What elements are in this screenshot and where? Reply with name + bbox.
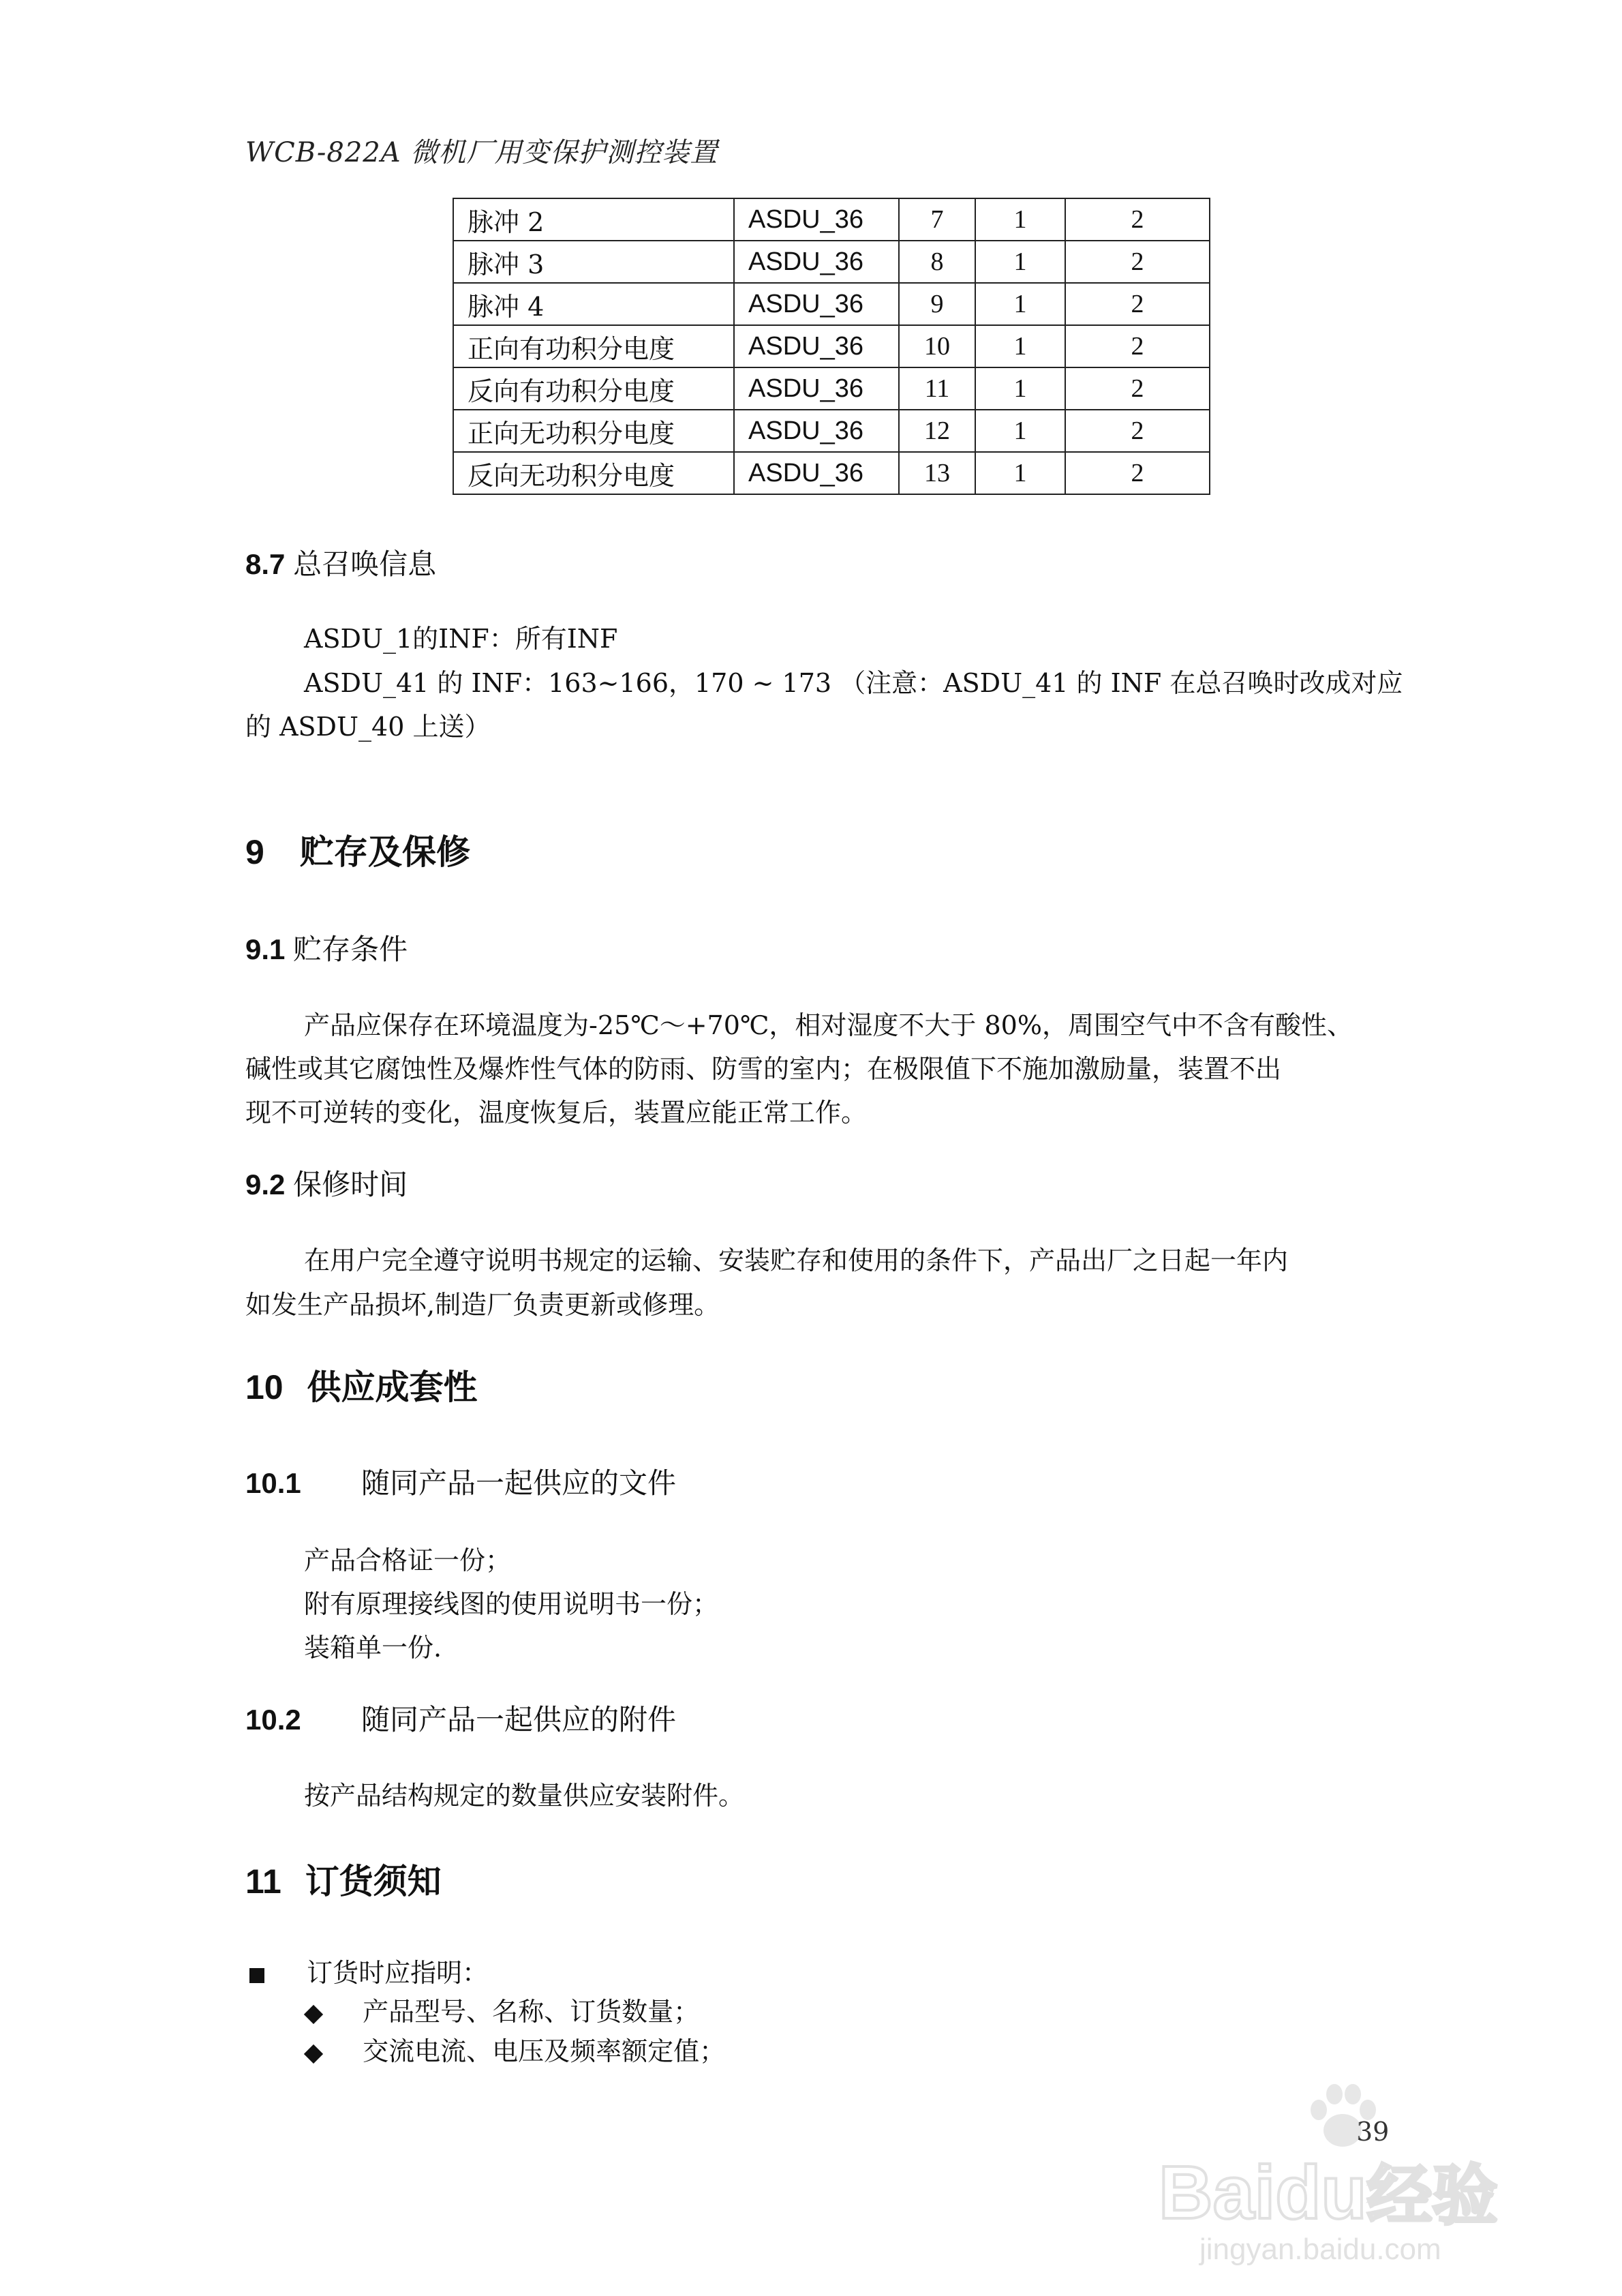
table-cell: 2 [1065,452,1210,494]
paragraph-line: ASDU_1的INF：所有INF [304,624,618,654]
section-number: 10.2 [245,1704,301,1736]
bullet-list-item [249,1952,488,1989]
table-cell: 1 [975,198,1065,241]
table-cell: 1 [975,367,1065,410]
table-cell: 12 [899,410,975,452]
table-cell: 2 [1065,410,1210,452]
table-cell: 脉冲 4 [453,283,734,325]
section-number: 9.2 [245,1168,286,1200]
table-cell: 1 [975,241,1065,283]
table-cell: 13 [899,452,975,494]
table-row [453,241,1210,283]
square-bullet-icon [249,1968,264,1983]
section-number: 9 [245,833,264,871]
table-cell: 1 [975,410,1065,452]
table-cell: 1 [975,283,1065,325]
watermark-logo: Baidu经验 [1159,2151,1498,2235]
section-title: 总召唤信息 [293,547,437,581]
bullet-list-item [307,1991,699,2028]
page-number: 39 [1356,2117,1390,2147]
table-cell: 脉冲 3 [453,241,734,283]
table-cell: 2 [1065,241,1210,283]
table-cell: 9 [899,283,975,325]
section-title: 订货须知 [305,1862,442,1901]
paragraph-line: 现不可逆转的变化，温度恢复后，装置应能正常工作。 [245,1098,868,1128]
section-title: 贮存条件 [293,933,408,966]
baidu-watermark [1159,2079,1581,2270]
list-item: 附有原理接线图的使用说明书一份； [304,1589,719,1619]
table-cell: 脉冲 2 [453,198,734,241]
table-row [453,283,1210,325]
document-header: WCB-822A 微机厂用变保护测控装置 [245,137,718,168]
paragraph-line: 产品应保存在环境温度为-25℃～+70℃，相对湿度不大于 80%，周围空气中不含有酸性、 [304,1010,1353,1040]
paragraph-line: 在用户完全遵守说明书规定的运输、安装贮存和使用的条件下，产品出厂之日起一年内 [304,1245,1289,1275]
section-10-heading [245,1360,477,1409]
section-number: 11 [245,1862,281,1901]
table-cell: 1 [975,325,1065,367]
paragraph-line: 的 ASDU_40 上送） [245,712,491,742]
section-title: 保修时间 [293,1168,408,1201]
table-cell: ASDU_36 [734,198,899,241]
list-item: 装箱单一份. [304,1633,442,1663]
section-title: 贮存及保修 [300,832,471,872]
table-row [453,367,1210,410]
paragraph-line: 按产品结构规定的数量供应安装附件。 [304,1781,745,1811]
table-cell: 8 [899,241,975,283]
section-11-heading [245,1854,442,1903]
table-cell: ASDU_36 [734,452,899,494]
paw-icon [1302,2079,1383,2154]
table-cell: ASDU_36 [734,241,899,283]
section-8-7-heading [245,542,436,583]
table-cell: 2 [1065,283,1210,325]
table-cell: 反向无功积分电度 [453,452,734,494]
table-cell: ASDU_36 [734,325,899,367]
table-row [453,452,1210,494]
paragraph-line: 如发生产品损坏,制造厂负责更新或修理。 [245,1290,720,1320]
table-cell: 2 [1065,367,1210,410]
table-cell: 2 [1065,198,1210,241]
paragraph-line: 碱性或其它腐蚀性及爆炸性气体的防雨、防雪的室内；在极限值下不施加激励量，装置不出 [245,1054,1282,1084]
table-cell: ASDU_36 [734,367,899,410]
section-title: 随同产品一起供应的附件 [361,1703,677,1736]
table-cell: ASDU_36 [734,283,899,325]
diamond-bullet-icon [304,2044,323,2063]
table-row [453,325,1210,367]
table-cell: 7 [899,198,975,241]
section-title: 随同产品一起供应的文件 [361,1466,677,1500]
table-cell: 正向有功积分电度 [453,325,734,367]
bullet-text: 订货时应指明： [307,1958,489,1988]
table-cell: 1 [975,452,1065,494]
table-row [453,198,1210,241]
table-cell: 2 [1065,325,1210,367]
section-number: 9.1 [245,933,286,965]
list-item: 产品合格证一份； [304,1545,512,1575]
section-10-1-heading [245,1461,676,1502]
watermark-url: jingyan.baidu.com [1199,2233,1441,2266]
diamond-bullet-icon [304,2004,323,2023]
section-title: 供应成套性 [307,1368,478,1407]
bullet-text: 产品型号、名称、订货数量； [363,1997,700,2027]
section-9-1-heading [245,927,408,968]
bullet-list-item [307,2030,725,2068]
paragraph-line: ASDU_41 的 INF：163~166，170 ~ 173 （注意：ASDU_41 的 INF 在总召唤时改成对应 [304,668,1403,698]
bullet-text: 交流电流、电压及频率额定值； [363,2036,726,2066]
section-10-2-heading [245,1697,676,1738]
section-9-heading [245,825,470,874]
section-number: 10.1 [245,1467,301,1499]
table-cell: ASDU_36 [734,410,899,452]
inf-table [453,198,1210,495]
section-9-2-heading [245,1162,408,1203]
table-cell: 10 [899,325,975,367]
table-cell: 11 [899,367,975,410]
table-cell: 反向有功积分电度 [453,367,734,410]
table-cell: 正向无功积分电度 [453,410,734,452]
section-number: 8.7 [245,548,286,580]
table-row [453,410,1210,452]
section-number: 10 [245,1368,284,1406]
